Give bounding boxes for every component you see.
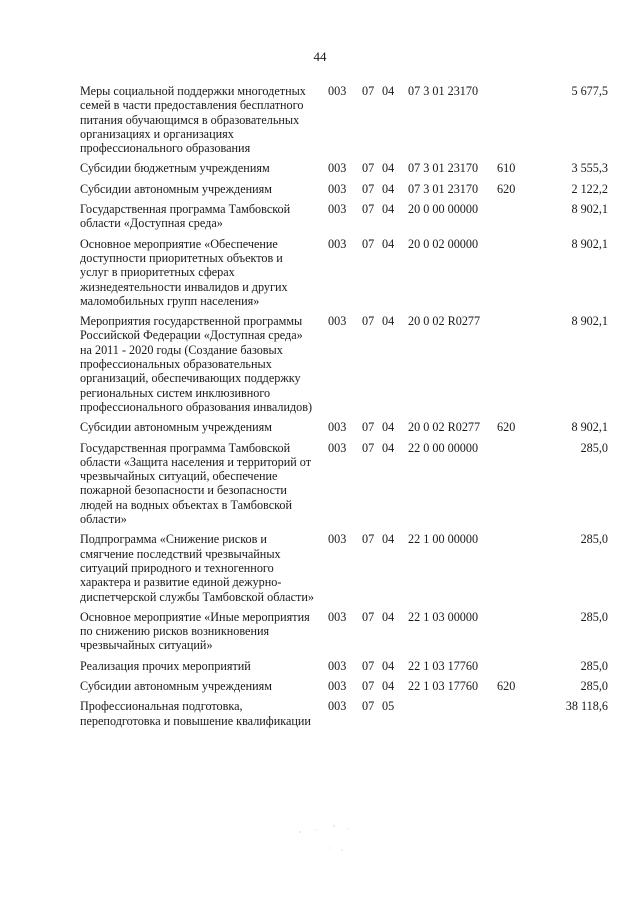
row-gr: 003 xyxy=(328,440,347,455)
row-gr: 003 xyxy=(328,161,347,176)
table-row xyxy=(80,202,608,231)
row-cs: 22 1 03 17760 xyxy=(408,678,479,693)
row-rz: 07 xyxy=(362,658,375,673)
row-gr: 003 xyxy=(328,532,347,547)
row-cs: 07 3 01 23170 xyxy=(408,161,479,176)
row-sum: 8 902,1 xyxy=(571,314,608,329)
row-cs: 20 0 02 R0277 xyxy=(408,420,481,435)
row-cs: 20 0 02 R0277 xyxy=(408,314,481,329)
row-rz: 07 xyxy=(362,181,375,196)
row-pr: 04 xyxy=(382,440,395,455)
row-pr: 04 xyxy=(382,658,395,673)
row-rz: 07 xyxy=(362,236,375,251)
table-row xyxy=(80,237,608,308)
row-sum: 285,0 xyxy=(580,609,608,624)
row-cs: 20 0 02 00000 xyxy=(408,236,479,251)
row-name: Субсидии бюджетным учреждениям xyxy=(80,161,270,176)
row-name: Подпрограмма «Снижение рисков и смягчение последствий чрезвычайных ситуаций природного и техногенного характера и развитие единой дежурно-диспетчерской службы Тамбовской области» xyxy=(80,532,314,604)
row-sum: 285,0 xyxy=(580,658,608,673)
row-name: Профессиональная подготовка, переподготовка и повышение квалификации xyxy=(80,699,311,728)
scan-specks xyxy=(290,820,370,860)
row-sum: 38 118,6 xyxy=(565,699,608,714)
row-pr: 04 xyxy=(382,161,395,176)
row-rz: 07 xyxy=(362,420,375,435)
row-sum: 5 677,5 xyxy=(571,84,608,98)
row-gr: 003 xyxy=(328,658,347,673)
page-number: 44 xyxy=(313,49,327,64)
row-name: Государственная программа Тамбовской области «Защита населения и территорий от чрезвычайных ситуаций, обеспечение пожарной безопасности и безопасности людей на водных объектах в Тамбовской области» xyxy=(80,440,312,527)
row-gr: 003 xyxy=(328,314,347,329)
row-gr: 003 xyxy=(328,84,347,98)
row-pr: 04 xyxy=(382,420,395,435)
table-row xyxy=(80,659,608,673)
row-pr: 05 xyxy=(382,699,395,714)
row-pr: 04 xyxy=(382,84,395,98)
row-cs: 22 1 00 00000 xyxy=(408,532,479,547)
row-name: Основное мероприятие «Обеспечение доступности приоритетных объектов и услуг в приоритетных сферах жизнедеятельности инвалидов и других маломобильных групп населения» xyxy=(80,236,288,308)
row-cs: 22 1 03 00000 xyxy=(408,609,479,624)
row-gr: 003 xyxy=(328,420,347,435)
row-vr: 610 xyxy=(497,161,516,176)
budget-table xyxy=(80,84,608,734)
row-pr: 04 xyxy=(382,202,395,217)
row-sum: 8 902,1 xyxy=(571,236,608,251)
table-row xyxy=(80,610,608,653)
row-cs: 07 3 01 23170 xyxy=(408,181,479,196)
table-row xyxy=(80,420,608,434)
row-cs: 22 1 03 17760 xyxy=(408,658,479,673)
row-rz: 07 xyxy=(362,314,375,329)
row-gr: 003 xyxy=(328,236,347,251)
row-vr: 620 xyxy=(497,678,516,693)
table-row xyxy=(80,84,608,155)
row-sum: 2 122,2 xyxy=(571,181,608,196)
row-pr: 04 xyxy=(382,236,395,251)
row-name: Субсидии автономным учреждениям xyxy=(80,678,272,693)
row-gr: 003 xyxy=(328,678,347,693)
row-name: Мероприятия государственной программы Российской Федерации «Доступная среда» на 2011 - 2020 годы (Создание базовых профессиональных образовательных организаций, обеспечивающих поддержку региональных систем инклюзивного профессионального образования инвалидов) xyxy=(80,314,313,414)
row-pr: 04 xyxy=(382,314,395,329)
row-sum: 8 902,1 xyxy=(571,420,608,435)
row-cs: 20 0 00 00000 xyxy=(408,202,479,217)
row-name: Субсидии автономным учреждениям xyxy=(80,181,272,196)
row-gr: 003 xyxy=(328,609,347,624)
row-name: Субсидии автономным учреждениям xyxy=(80,420,272,435)
row-pr: 04 xyxy=(382,181,395,196)
table-row xyxy=(80,314,608,414)
row-name: Меры социальной поддержки многодетных семей в части предоставления бесплатного питания обучающимся в образовательных организациях и организациях профессионального образования xyxy=(80,84,306,156)
row-rz: 07 xyxy=(362,532,375,547)
row-gr: 003 xyxy=(328,699,347,714)
row-sum: 285,0 xyxy=(580,532,608,547)
row-pr: 04 xyxy=(382,532,395,547)
row-name: Реализация прочих мероприятий xyxy=(80,658,251,673)
row-rz: 07 xyxy=(362,440,375,455)
row-rz: 07 xyxy=(362,699,375,714)
table-row xyxy=(80,532,608,603)
row-rz: 07 xyxy=(362,161,375,176)
table-row xyxy=(80,441,608,527)
row-sum: 8 902,1 xyxy=(571,202,608,217)
table-row xyxy=(80,699,608,728)
row-sum: 285,0 xyxy=(580,678,608,693)
row-cs: 22 0 00 00000 xyxy=(408,440,479,455)
row-gr: 003 xyxy=(328,202,347,217)
row-name: Основное мероприятие «Иные мероприятия по снижению рисков возникновения чрезвычайных ситуаций» xyxy=(80,609,310,653)
table-row xyxy=(80,182,608,196)
row-pr: 04 xyxy=(382,609,395,624)
row-sum: 3 555,3 xyxy=(571,161,608,176)
row-rz: 07 xyxy=(362,84,375,98)
table-row xyxy=(80,161,608,175)
row-gr: 003 xyxy=(328,181,347,196)
row-name: Государственная программа Тамбовской области «Доступная среда» xyxy=(80,202,291,231)
row-cs: 07 3 01 23170 xyxy=(408,84,479,98)
row-vr: 620 xyxy=(497,420,516,435)
row-rz: 07 xyxy=(362,678,375,693)
table-row xyxy=(80,679,608,693)
row-rz: 07 xyxy=(362,609,375,624)
row-rz: 07 xyxy=(362,202,375,217)
row-sum: 285,0 xyxy=(580,440,608,455)
row-vr: 620 xyxy=(497,181,516,196)
row-pr: 04 xyxy=(382,678,395,693)
